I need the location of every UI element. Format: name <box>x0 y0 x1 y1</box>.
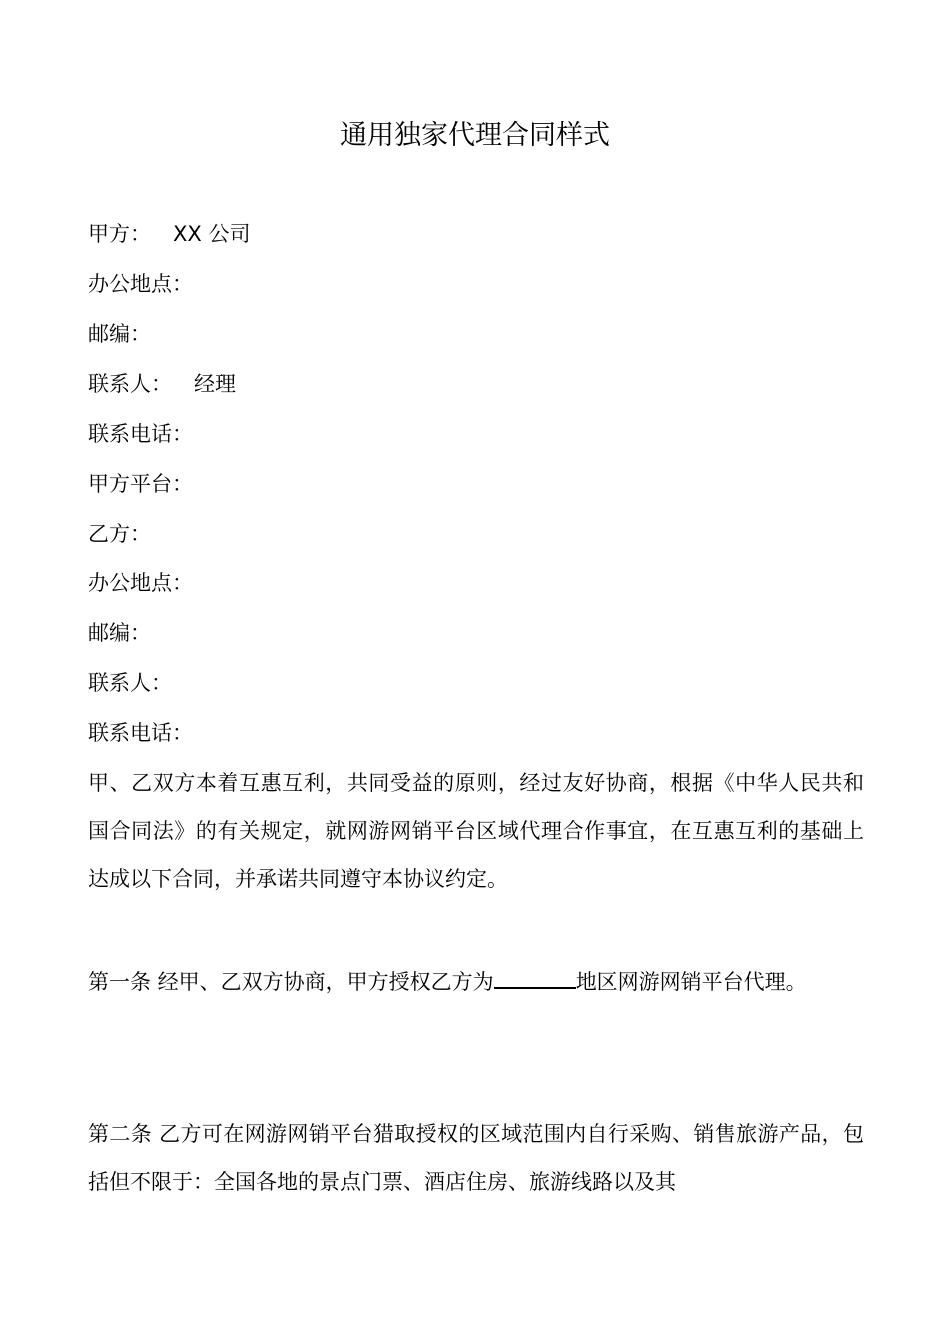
party-a-line <box>88 219 250 249</box>
article-1-paragraph <box>88 958 864 1006</box>
party-a-value: XX 公司 <box>173 222 251 246</box>
article-1-prefix: 第一条 经甲、乙双方协商，甲方授权乙方为 <box>88 970 494 994</box>
party-a-office-label: 办公地点： <box>88 272 193 296</box>
party-a-contact-value: 经理 <box>194 372 236 396</box>
party-b-office-label: 办公地点： <box>88 571 193 595</box>
party-b-zip-label: 邮编： <box>88 621 151 645</box>
party-b-contact-label: 联系人： <box>88 671 172 695</box>
region-blank <box>494 967 576 989</box>
party-a-zip-label: 邮编： <box>88 322 151 346</box>
party-a-platform-label: 甲方平台： <box>88 472 193 496</box>
party-a-label: 甲方： <box>88 222 151 246</box>
preamble-paragraph: 甲、乙双方本着互惠互利，共同受益的原则，经过友好协商，根据《中华人民共和国合同法》的有关规定，就网游网销平台区域代理合作事宜，在互惠互利的基础上达成以下合同，并承诺共同遵守本协议约定。 <box>88 771 864 891</box>
party-a-contact-label: 联系人： <box>88 372 172 396</box>
article-1-suffix: 地区网游网销平台代理。 <box>575 970 807 994</box>
party-b-label: 乙方： <box>88 522 151 546</box>
party-a-contact-line <box>88 369 236 399</box>
party-b-phone-label: 联系电话： <box>88 721 193 745</box>
document-title: 通用独家代理合同样式 <box>340 120 610 151</box>
article-2-paragraph: 第二条 乙方可在网游网销平台猎取授权的区域范围内自行采购、销售旅游产品，包括但不限于：全国各地的景点门票、酒店住房、旅游线路以及其 <box>88 1122 864 1194</box>
party-a-phone-label: 联系电话： <box>88 422 193 446</box>
